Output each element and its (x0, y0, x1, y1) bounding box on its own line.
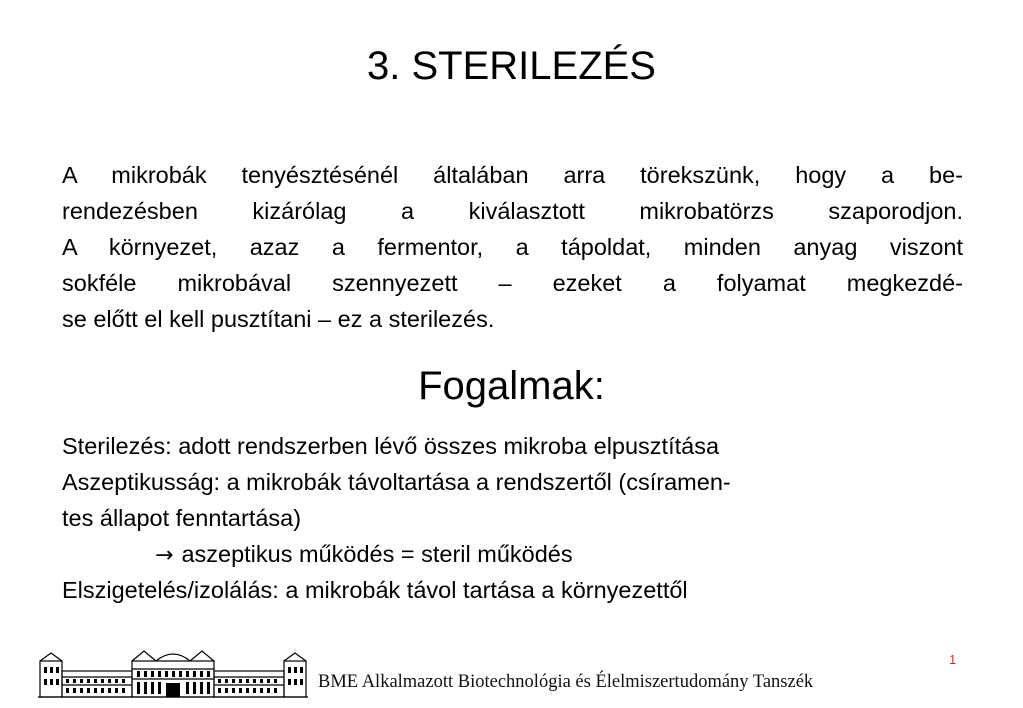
concept-definition-asepsis-continued: tes állapot fenntartása) (62, 505, 302, 531)
intro-line: se előtt el kell pusztítani – ez a sterilezés. (62, 306, 495, 332)
page-title: 3. STERILEZÉS (367, 44, 656, 88)
concepts-list (62, 428, 963, 608)
intro-paragraph (62, 157, 963, 337)
concept-definition-sterilization: Sterilezés: adott rendszerben lévő összes mikroba elpusztítása (62, 433, 720, 459)
intro-line: A környezet, azaz a fermentor, a tápoldat, minden anyag viszont (62, 234, 963, 260)
concept-implication (62, 536, 963, 572)
concept-implication-text: aszeptikus működés = steril működés (181, 541, 573, 567)
intro-line: A mikrobák tenyésztésénél általában arra törekszünk, hogy a be- (62, 162, 963, 188)
intro-line: sokféle mikrobával szennyezett – ezeket a folyamat megkezdé- (62, 270, 963, 296)
concept-definition-isolation: Elszigetelés/izolálás: a mikrobák távol tartása a környezettől (62, 577, 688, 603)
concept-definition-asepsis: Aszeptikusság: a mikrobák távoltartása a rendszertől (csíramen- (62, 469, 731, 495)
right-arrow-icon: → (155, 543, 174, 568)
bme-building-logo-icon (36, 647, 310, 699)
department-name: BME Alkalmazott Biotechnológia és Élelmiszertudomány Tanszék (318, 672, 814, 692)
intro-line: rendezésben kizárólag a kiválasztott mikrobatörzs szaporodjon. (62, 198, 963, 224)
page-number: 1 (949, 652, 957, 667)
concepts-heading: Fogalmak: (418, 364, 605, 408)
